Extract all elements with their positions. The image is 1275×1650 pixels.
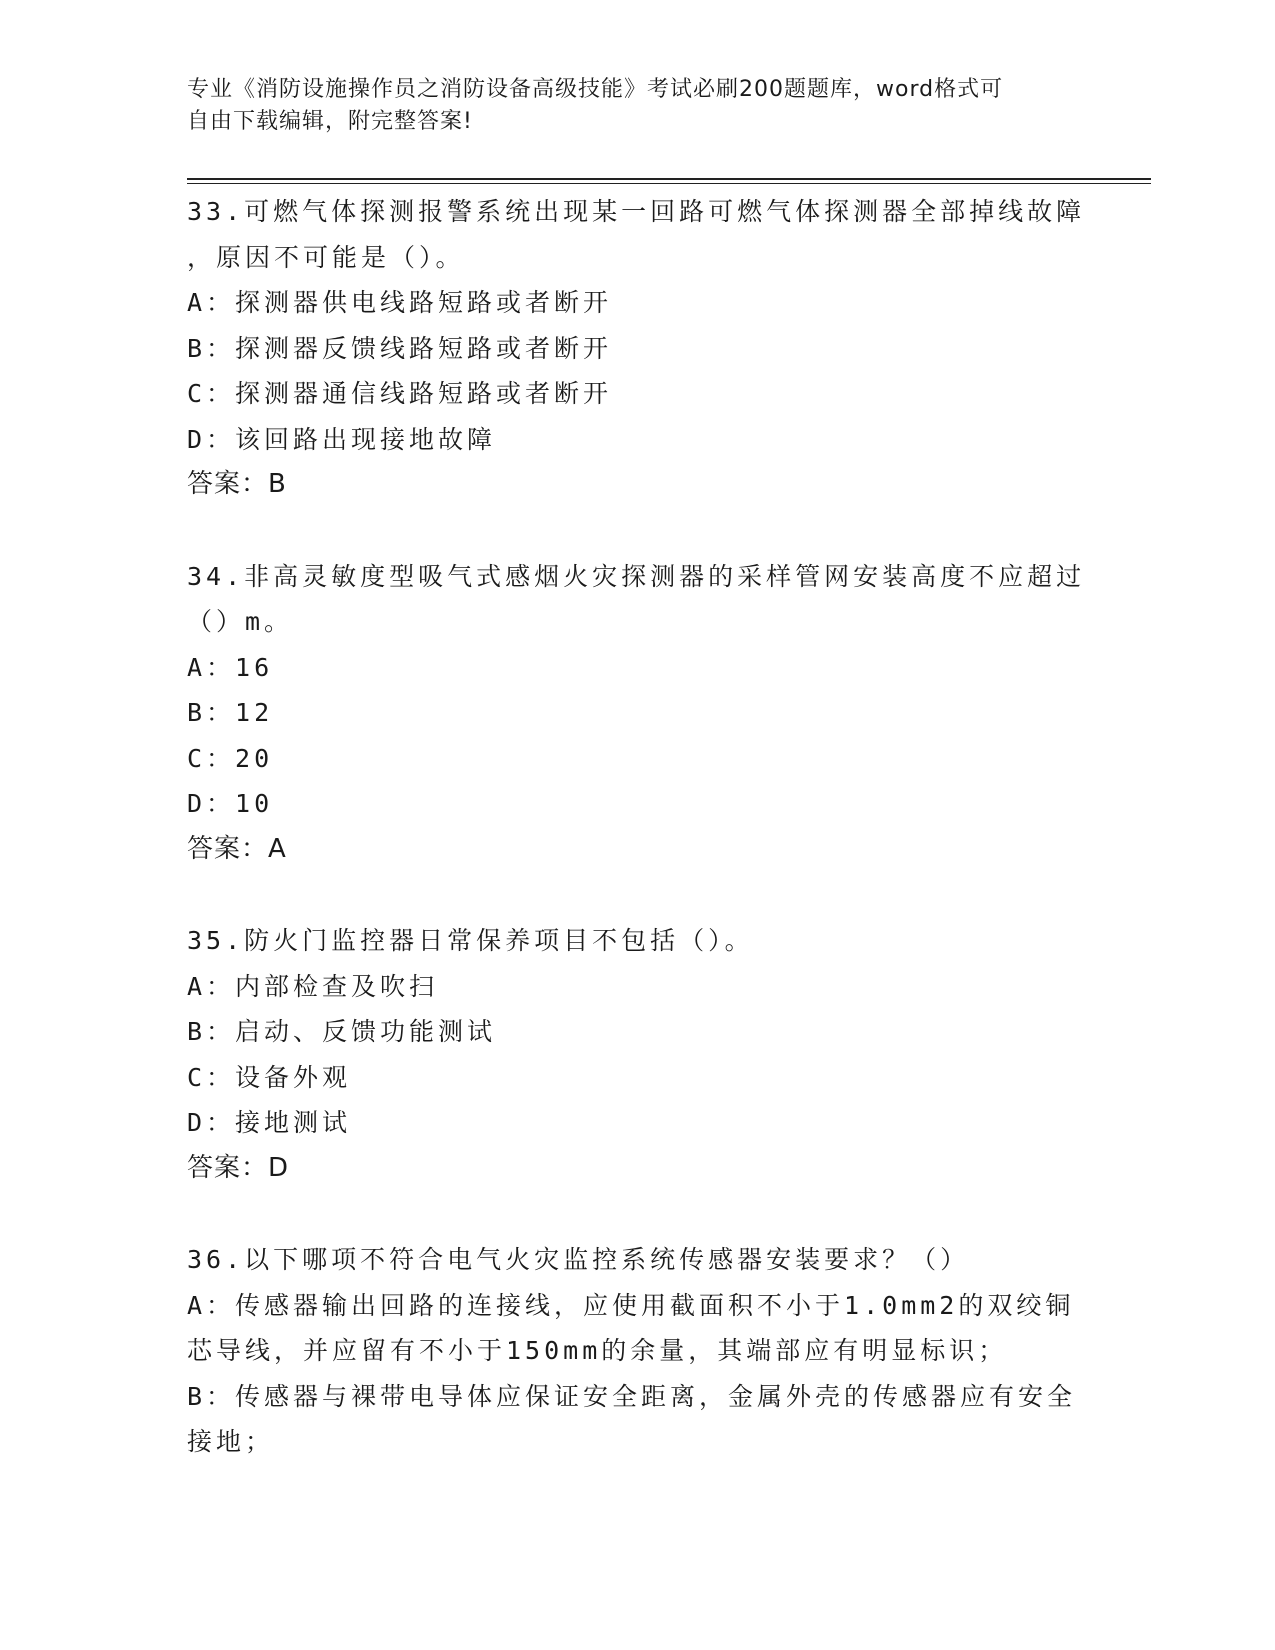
option-a: A：探测器供电线路短路或者断开 <box>187 288 613 317</box>
option-b-line: 接地； <box>187 1427 275 1456</box>
question-stem-line: （）m。 <box>187 607 294 636</box>
question-stem-line: 36.以下哪项不符合电气火灾监控系统传感器安装要求？（） <box>187 1245 970 1274</box>
question-list <box>187 189 1087 1511</box>
question-stem-line: ，原因不可能是（）。 <box>187 242 465 272</box>
question-stem-line: 35.防火门监控器日常保养项目不包括（）。 <box>187 926 754 955</box>
option-d: D：该回路出现接地故障 <box>187 424 497 454</box>
option-c: C：探测器通信线路短路或者断开 <box>187 379 613 408</box>
question-stem-line: 33.可燃气体探测报警系统出现某一回路可燃气体探测器全部掉线故障 <box>187 197 1086 226</box>
option-c: C：设备外观 <box>187 1062 352 1092</box>
answer: 答案：A <box>187 833 287 864</box>
header-line-1: 专业《消防设施操作员之消防设备高级技能》考试必刷200题题库，word格式可 <box>187 77 1004 102</box>
question-34 <box>187 554 1087 873</box>
option-a: A：16 <box>187 652 274 682</box>
header-divider-thin <box>187 183 1151 184</box>
question-stem-line: 34.非高灵敏度型吸气式感烟火灾探测器的采样管网安装高度不应超过 <box>187 561 1086 591</box>
answer: 答案：B <box>187 469 287 499</box>
option-a-line: 芯导线，并应留有不小于150mm的余量，其端部应有明显标识； <box>187 1336 1008 1365</box>
option-b: B：12 <box>187 698 274 727</box>
question-36 <box>187 1237 1087 1465</box>
document-header <box>187 74 1067 138</box>
option-c: C：20 <box>187 743 274 773</box>
option-b: B：启动、反馈功能测试 <box>187 1017 497 1046</box>
header-line-2: 自由下载编辑，附完整答案! <box>187 109 473 134</box>
option-a: A：内部检查及吹扫 <box>187 971 439 1001</box>
option-d: D：接地测试 <box>187 1108 352 1137</box>
option-d: D：10 <box>187 789 274 818</box>
question-35 <box>187 918 1087 1191</box>
header-divider-thick <box>187 178 1151 180</box>
answer: 答案：D <box>187 1152 290 1183</box>
option-b: B：探测器反馈线路短路或者断开 <box>187 333 613 363</box>
option-b-line: B：传感器与裸带电导体应保证安全距离，金属外壳的传感器应有安全 <box>187 1381 1077 1411</box>
question-33 <box>187 189 1087 508</box>
option-a-line: A：传感器输出回路的连接线，应使用截面积不小于1.0mm2的双绞铜 <box>187 1290 1075 1320</box>
